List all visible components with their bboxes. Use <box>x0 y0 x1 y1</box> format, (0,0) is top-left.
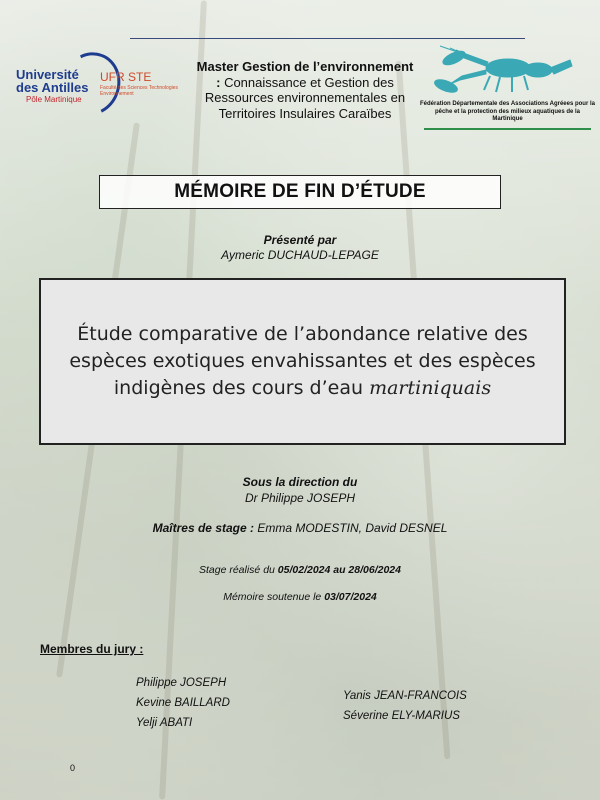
defense-date-prefix: Mémoire soutenue le <box>223 591 325 603</box>
crayfish-icon <box>420 44 595 100</box>
jury-member: Yelji ABATI <box>136 717 193 729</box>
supervisors-names: Emma MODESTIN, David DESNEL <box>254 521 448 535</box>
university-name-line2: des Antilles <box>16 80 89 95</box>
internship-supervisors <box>0 521 600 535</box>
internship-dates-prefix: Stage réalisé du <box>198 564 278 576</box>
presented-by-label: Présenté par <box>263 233 337 247</box>
defense-date-value: 03/07/2024 <box>324 591 377 603</box>
jury-member: Kevine BAILLARD <box>136 697 230 709</box>
ufr-subtitle: Faculté des Sciences Technologies Environnement <box>100 85 179 97</box>
study-title-emphasis: martiniquais <box>369 377 492 399</box>
jury-list-right <box>343 686 467 726</box>
master-program-rest: Connaissance et Gestion des Ressources environnementales en Territoires Insulaires Caraïbes <box>204 74 406 121</box>
study-title-box <box>39 278 566 445</box>
federation-rule <box>424 128 591 130</box>
study-title <box>61 321 544 402</box>
supervisors-label: Maîtres de stage : <box>152 521 254 535</box>
jury-member: Séverine ELY-MARIUS <box>343 710 460 722</box>
university-name-line1: Université <box>16 67 79 82</box>
university-logo <box>16 50 196 120</box>
master-program-bold: Master Gestion de l’environnement : <box>196 59 414 90</box>
page-number: 0 <box>70 763 76 773</box>
federation-logo <box>420 44 595 134</box>
director-name: Dr Philippe JOSEPH <box>244 491 356 505</box>
direction-label: Sous la direction du <box>242 475 358 489</box>
top-rule <box>130 38 525 39</box>
federation-name: Fédération Départementale des Associations Agréees pour la pêche et la protection des milieux aquatiques de la Martinique <box>420 101 595 122</box>
jury-member: Yanis JEAN-FRANCOIS <box>343 690 467 702</box>
thesis-type-title: MÉMOIRE DE FIN D’ÉTUDE <box>99 175 501 209</box>
defense-date <box>0 591 600 603</box>
master-program <box>196 59 414 121</box>
study-title-main: Étude comparative de l’abondance relative des espèces exotiques envahissantes et des espèces indigènes des cours d’eau <box>69 323 536 399</box>
internship-dates-value: 05/02/2024 au 28/06/2024 <box>277 564 401 576</box>
ufr-title: UFR STE <box>100 70 152 84</box>
jury-list-left <box>136 673 230 733</box>
jury-member: Philippe JOSEPH <box>136 677 227 689</box>
jury-title: Membres du jury : <box>40 642 144 656</box>
internship-dates <box>0 564 600 576</box>
author-name: Aymeric DUCHAUD-LEPAGE <box>221 248 379 262</box>
university-pole: Pôle Martinique <box>26 95 82 104</box>
